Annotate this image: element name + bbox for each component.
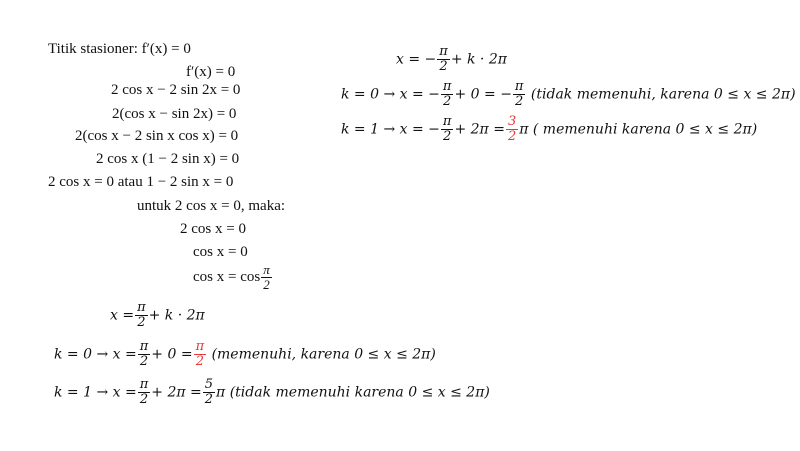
case-eq-1: 2 cos x = 0: [180, 221, 246, 237]
highlighted-answer-fraction: $\frac{3}{2}$: [507, 114, 517, 144]
right-general-solution: x = − $\frac{\pi}{2}$ + k · 2π: [396, 44, 507, 74]
pi-over-2-fraction: $\frac{\pi}{2}$: [139, 377, 149, 407]
left-k0-line: k = 0 → x = $\frac{\pi}{2}$ + 0 = $\frac{\pi}{2}$ (memenuhi, karena 0 ≤ x ≤ 2π): [54, 339, 436, 369]
pi-over-2-fraction: $\frac{\pi}{2}$: [442, 79, 452, 109]
factor-step-2: 2(cos x − 2 sin x cos x) = 0: [75, 128, 239, 144]
stationary-heading: Titik stasioner: f′(x) = 0: [48, 41, 191, 57]
pi-over-2-fraction: $\frac{\pi}{2}$: [263, 262, 270, 292]
right-k0-line: k = 0 → x = − $\frac{\pi}{2}$ + 0 = − $\frac{\pi}{2}$ (tidak memenuhi, karena 0 ≤ x ≤ 2π): [341, 79, 796, 109]
highlighted-answer-fraction: $\frac{\pi}{2}$: [195, 339, 205, 369]
derivative-expression: 2 cos x − 2 sin 2x = 0: [111, 82, 241, 98]
case-eq-3: cos x = cos $\frac{\pi}{2}$: [193, 262, 270, 292]
case-intro: untuk 2 cos x = 0, maka:: [137, 198, 286, 214]
left-general-solution: x = $\frac{\pi}{2}$ + k · 2π: [110, 300, 205, 330]
pi-over-2-fraction: $\frac{\pi}{2}$: [442, 114, 452, 144]
case-eq-2: cos x = 0: [193, 244, 248, 260]
left-k1-line: k = 1 → x = $\frac{\pi}{2}$ + 2π = $\frac{5}{2}$ π (tidak memenuhi karena 0 ≤ x ≤ 2π): [54, 377, 490, 407]
right-k1-line: k = 1 → x = − $\frac{\pi}{2}$ + 2π = $\frac{3}{2}$ π ( memenuhi karena 0 ≤ x ≤ 2π): [341, 114, 758, 144]
cases-line: 2 cos x = 0 atau 1 − 2 sin x = 0: [48, 174, 234, 190]
five-over-2-fraction: $\frac{5}{2}$: [204, 377, 214, 407]
pi-over-2-fraction: $\frac{\pi}{2}$: [439, 44, 448, 74]
derivative-zero: f′(x) = 0: [186, 64, 236, 80]
pi-over-2-fraction: $\frac{\pi}{2}$: [137, 300, 146, 330]
pi-over-2-fraction: $\frac{\pi}{2}$: [139, 339, 149, 369]
factor-step-1: 2(cos x − sin 2x) = 0: [112, 106, 237, 122]
pi-over-2-fraction: $\frac{\pi}{2}$: [514, 79, 524, 109]
factor-step-3: 2 cos x (1 − 2 sin x) = 0: [96, 151, 240, 167]
